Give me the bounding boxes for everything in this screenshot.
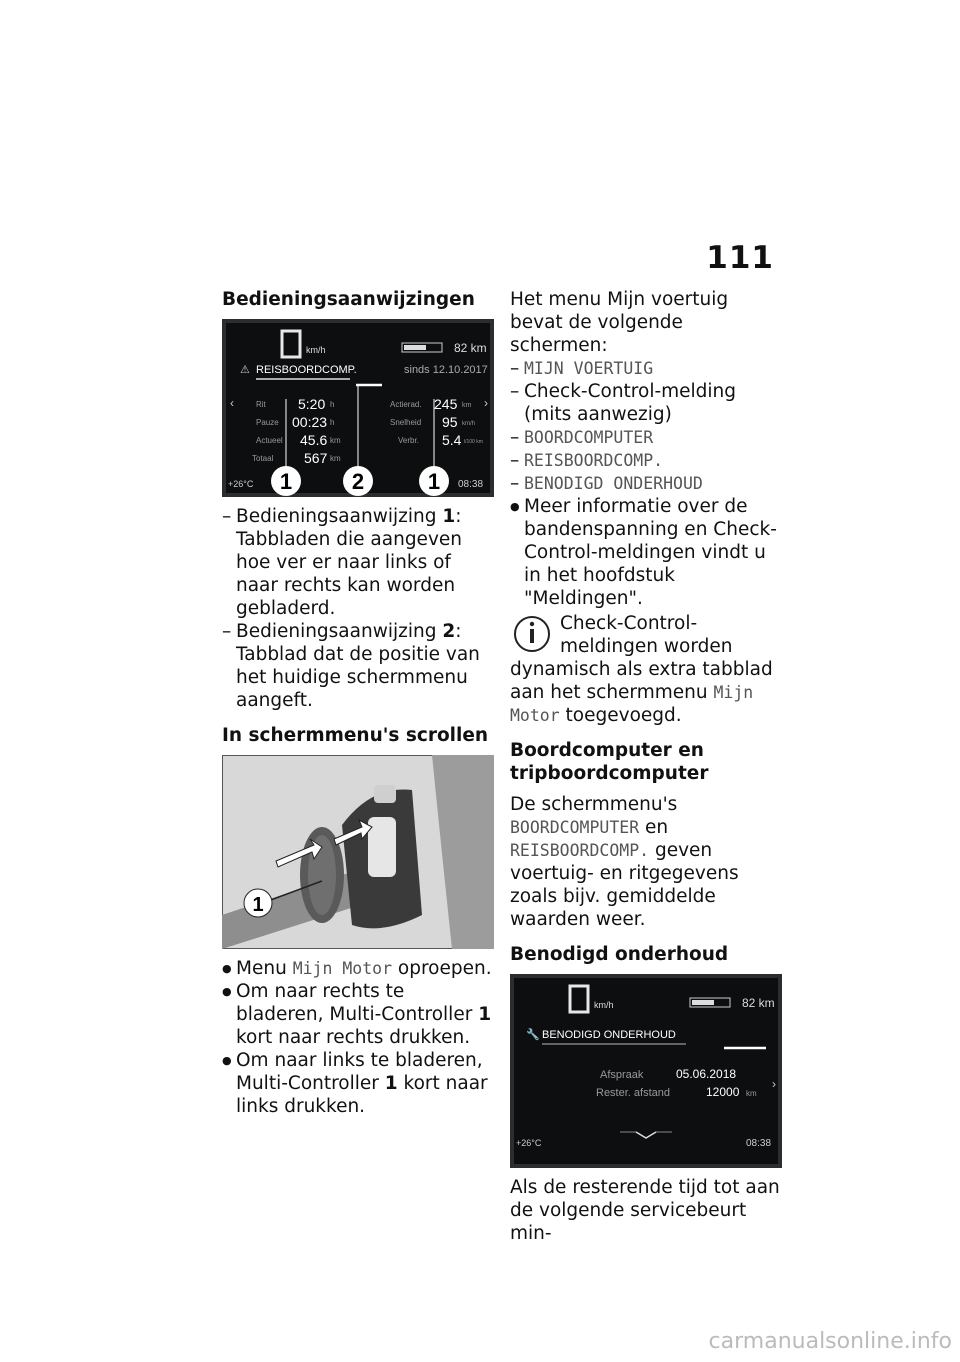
svg-text:08:38: 08:38 (746, 1138, 772, 1149)
row3-value: 45.6 (300, 432, 328, 448)
list-item: – Bedieningsaanwijzing 2: Tabblad dat de positie van het huidige schermmenu aangeft. (222, 620, 494, 712)
figure-multi-controller (222, 755, 494, 949)
row2-value: 00:23 (292, 414, 328, 430)
svg-text:km/h: km/h (594, 1000, 614, 1010)
figure-trip-computer-screen (222, 319, 494, 497)
info-note: Check-Control-meldingen worden dynamisch als extra tabblad aan het schermmenu Mijn Motor toegevoegd. (510, 613, 773, 726)
svg-text:‹: ‹ (230, 396, 234, 410)
operating-instructions-list (222, 505, 494, 712)
menu-screens-list (510, 357, 782, 495)
info-icon (510, 612, 554, 658)
row1-label: Rit (256, 400, 266, 409)
service-row2-value: 12000 (706, 1085, 740, 1099)
callout-2: 2 (351, 469, 365, 494)
row1-label2: Actierad. (390, 400, 422, 409)
right-column (510, 288, 782, 1245)
svg-text:⚠: ⚠ (240, 363, 250, 376)
callout-1-right: 1 (427, 469, 441, 494)
list-item: – BOORDCOMPUTER (510, 426, 782, 449)
callout-1-left: 1 (279, 469, 293, 494)
list-item: ● Om naar links te bladeren, Multi-Controller 1 kort naar links drukken. (222, 1049, 494, 1118)
list-item: – BENODIGD ONDERHOUD (510, 472, 782, 495)
heading-board-computer: Boordcomputer en tripboordcomputer (510, 740, 709, 784)
page-number: 111 (706, 240, 774, 276)
watermark: carmanualsonline.info (708, 1329, 952, 1354)
left-column (222, 288, 494, 1118)
scroll-steps (222, 957, 494, 1118)
screen-temp: +26°C (228, 479, 254, 489)
row2-value2: 95 (442, 414, 458, 430)
screen-unit: km/h (306, 345, 326, 355)
service-row1-value: 05.06.2018 (676, 1067, 737, 1081)
svg-text:🔧: 🔧 (526, 1029, 540, 1041)
screen-time: 08:38 (458, 479, 484, 490)
svg-text:›: › (484, 396, 488, 410)
row3-value2: 5.4 (442, 432, 462, 448)
row3-label2: Verbr. (398, 436, 419, 445)
row2-label: Pauze (256, 418, 279, 427)
svg-text:km: km (330, 436, 341, 445)
heading-service-required: Benodigd onderhoud (510, 944, 729, 965)
row1-value: 5:20 (298, 396, 326, 412)
row2-label2: Snelheid (390, 418, 422, 427)
board-computer-text: De schermmenu's BOORDCOMPUTER en REISBOORDCOMP. geven voertuig- en ritgegevens zoals bijv. gemiddelde waarden weer. (510, 794, 739, 930)
svg-text:km: km (330, 454, 341, 463)
list-item: – MIJN VOERTUIG (510, 357, 782, 380)
svg-text:km: km (462, 402, 472, 409)
row4-value: 567 (304, 450, 328, 466)
service-title: BENODIGD ONDERHOUD (542, 1029, 676, 1041)
service-tail-text: Als de resterende tijd tot aan de volgende servicebeurt min- (510, 1177, 780, 1244)
list-item: ● Menu Mijn Motor oproepen. (222, 957, 494, 980)
list-item: – REISBOORDCOMP. (510, 449, 782, 472)
heading-scrolling: In schermmenu's scrollen (222, 725, 489, 746)
svg-text:h: h (330, 400, 335, 409)
svg-text:l/100 km: l/100 km (464, 439, 483, 445)
svg-text:km: km (746, 1089, 757, 1098)
row1-value2: 245 (434, 396, 458, 412)
screen-since: sinds 12.10.2017 (404, 364, 488, 376)
menu-intro: Het menu Mijn voertuig bevat de volgende schermen: (510, 289, 729, 356)
svg-text:+26°C: +26°C (516, 1138, 542, 1148)
row3-label: Actueel (256, 436, 283, 445)
screen-range: 82 km (454, 341, 487, 355)
list-item: – Bedieningsaanwijzing 1: Tabbladen die aangeven hoe ver er naar links of naar rechts kan worden gebladerd. (222, 505, 494, 620)
heading-operating-instructions: Bedieningsaanwijzingen (222, 289, 475, 310)
screen-title: REISBOORDCOMP. (256, 364, 357, 376)
list-item: ● Om naar rechts te bladeren, Multi-Controller 1 kort naar rechts drukken. (222, 980, 494, 1049)
row4-label: Totaal (252, 454, 274, 463)
svg-text:h: h (330, 418, 335, 427)
svg-text:82 km: 82 km (742, 996, 775, 1010)
figure-service-screen (510, 974, 782, 1168)
service-row2-label: Rester. afstand (596, 1087, 670, 1099)
list-item: – Check-Control-melding (mits aanwezig) (510, 380, 782, 426)
callout-multi-controller: 1 (252, 894, 264, 916)
svg-text:›: › (772, 1077, 776, 1091)
info-bullet: ● Meer informatie over de bandenspanning en Check-Control-meldingen vindt u in het hoofdstuk "Meldingen". (510, 495, 782, 610)
service-row1-label: Afspraak (600, 1069, 644, 1081)
svg-text:km/h: km/h (462, 421, 476, 427)
